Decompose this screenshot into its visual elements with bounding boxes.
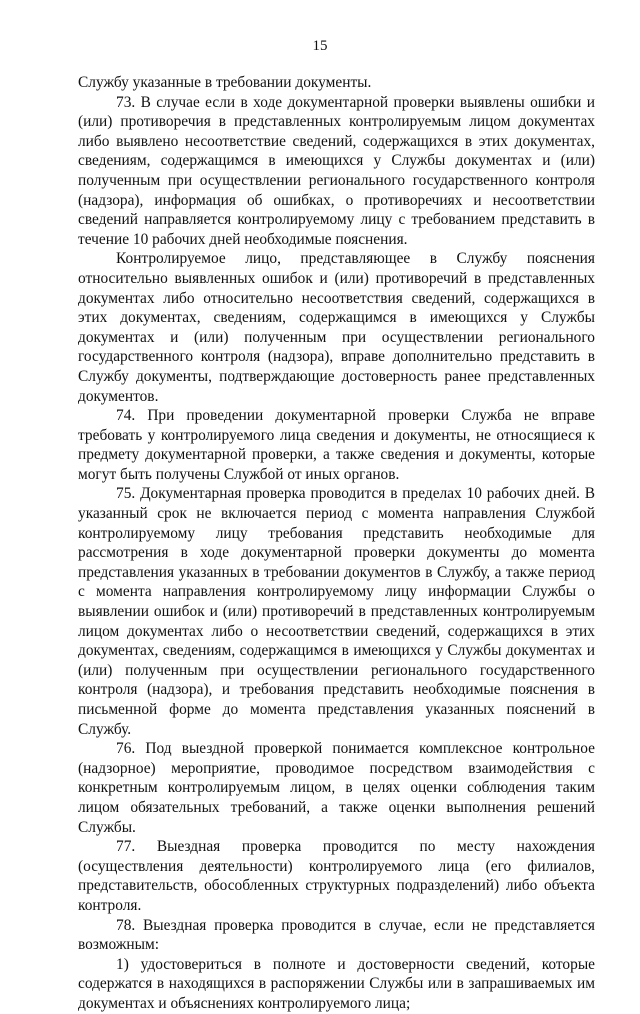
paragraph-73: 73. В случае если в ходе документарной проверки выявлены ошибки и (или) противоречия в представленных контролируемым лицом документах либо выявлено несоответствие сведений, содержащихся в этих документах, сведениям, содержащимся в имеющихся у Службы документах и (или) полученным при осуществлении регионального государственного контроля (надзора), информация об ошибках, о противоречиях и несоответствии сведений направляется контролируемому лицу с требованием представить в течение 10 рабочих дней необходимые пояснения. xyxy=(78,93,595,248)
page-number: 15 xyxy=(312,38,328,54)
paragraph-73-explanations: Контролируемое лицо, представляющее в Службу пояснения относительно выявленных ошибок и (или) противоречий в представленных документах либо относительно несоответствия сведений, содержащихся в этих документах, сведениям, содержащимся в имеющихся у Службы документах и (или) полученным при осуществлении регионального государственного контроля (надзора), вправе дополнительно представить в Службу документы, подтверждающие достоверность ранее представленных документов. xyxy=(78,250,595,405)
paragraph-76: 76. Под выездной проверкой понимается комплексное контрольное (надзорное) мероприятие, проводимое посредством взаимодействия с конкретным контролируемым лицом, в целях оценки соблюдения таким лицом обязательных требований, а также оценки выполнения решений Службы. xyxy=(78,740,595,836)
paragraph-continuation: Службу указанные в требовании документы. xyxy=(78,74,372,91)
paragraph-78: 78. Выездная проверка проводится в случае, если не представляется возможным: xyxy=(78,916,595,954)
document-body xyxy=(78,73,595,1014)
paragraph-78-item-1: 1) удостовериться в полноте и достоверности сведений, которые содержатся в находящихся в распоряжении Службы или в запрашиваемых им документах и объяснениях контролируемого лица; xyxy=(78,955,595,1012)
paragraph-75: 75. Документарная проверка проводится в пределах 10 рабочих дней. В указанный срок не включается период с момента направления Службой контролируемому лицу требования представить необходимые для рассмотрения в ходе документарной проверки документы до момента представления указанных в требовании документов в Службу, а также период с момента направления контролируемому лицу информации Службы о выявлении ошибок и (или) противоречий в представленных контролируемым лицом документах либо о несоответствии сведений, содержащихся в этих документах, сведениям, содержащимся в имеющихся у Службы документах и (или) полученным при осуществлении регионального государственного контроля (надзора), и требования представить необходимые пояснения в письменной форме до момента представления указанных пояснений в Службу. xyxy=(78,485,595,738)
paragraph-77: 77. Выездная проверка проводится по месту нахождения (осуществления деятельности) контролируемого лица (его филиалов, представительств, обособленных структурных подразделений) либо объекта контроля. xyxy=(78,838,595,914)
paragraph-74: 74. При проведении документарной проверки Служба не вправе требовать у контролируемого лица сведения и документы, не относящиеся к предмету документарной проверки, а также сведения и документы, которые могут быть получены Службой от иных органов. xyxy=(78,407,595,483)
